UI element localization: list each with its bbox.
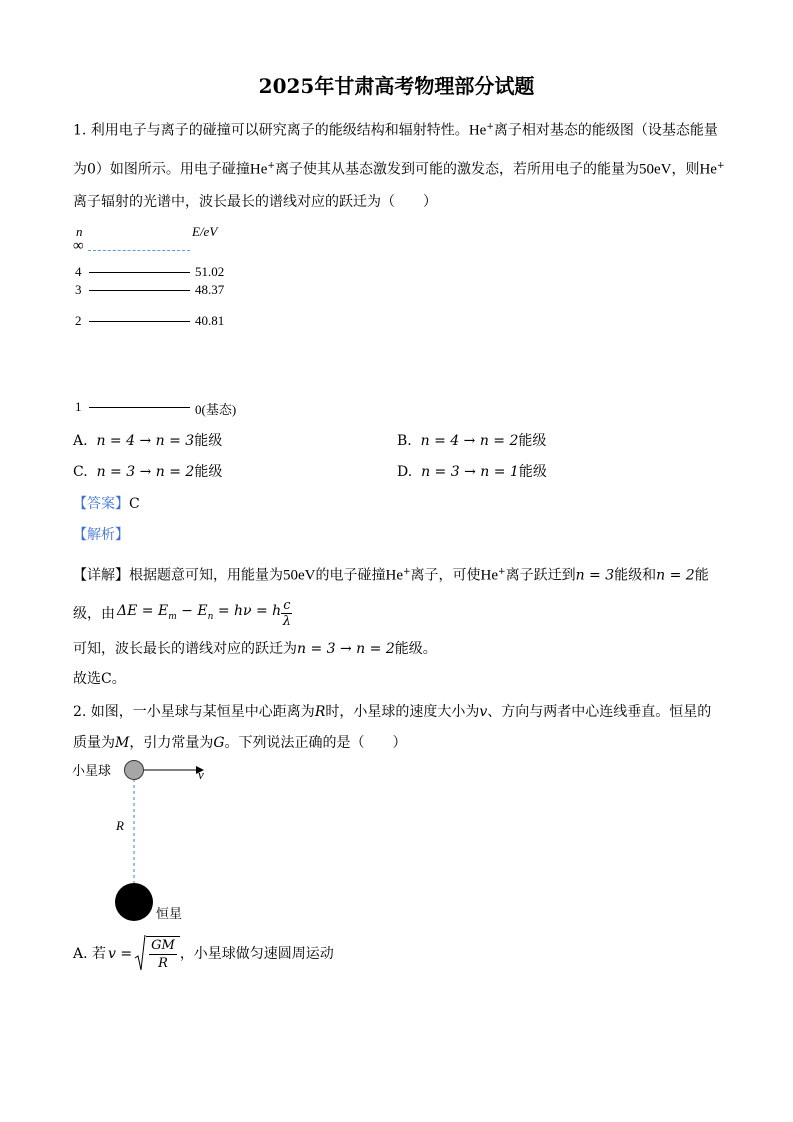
q1-line2: 为0）如图所示。用电子碰撞He+离子使其从基态激发到可能的激发态，若所用电子的能量为50eV，则He+ [73,161,725,178]
level-n4-energy: 51.02 [195,264,225,279]
level-n3-line [89,290,190,291]
detail-line2: 级，由 $\Delta E = E_m - E_n = h\nu = h$ $\frac{c}{\lambda}$ [73,598,291,629]
small-star-label: 小星球 [72,764,112,779]
inf-label: ∞ [73,238,84,254]
star-circle [115,883,153,921]
q2-line2: 质量为M，引力常量为G。下列说法正确的是（ ） [73,735,407,751]
level-n3-energy: 48.37 [195,282,225,297]
option-c[interactable]: C. n = 3 → n = 2能级 [73,464,223,480]
q2-option-a[interactable]: A. 若 v = GM R ，小星球做匀速圆周运动 [73,934,334,974]
e-header: E/eV [192,224,218,239]
level-n3-label: 3 [75,282,82,297]
small-star-circle [125,761,144,780]
level-n2-label: 2 [75,313,82,328]
option-b[interactable]: B. n = 4 → n = 2能级 [397,433,547,449]
level-n4-label: 4 [75,264,82,279]
star-label: 恒星 [156,907,183,922]
sqrt-sign-icon [134,934,146,974]
radius-label: R [116,818,124,833]
level-n2-line [89,321,190,322]
q1-line1: 1. 利用电子与离子的碰撞可以研究离子的能级结构和辐射特性。He+离子相对基态的能级图（设基态能量 [73,122,718,139]
page-title: 2025年甘肃高考物理部分试题 [258,74,535,98]
fraction-c-lambda: $\frac{c}{\lambda}$ [282,598,291,629]
option-d[interactable]: D. n = 3 → n = 1能级 [397,464,547,480]
analysis-tag: 【解析】 [73,527,129,543]
level-n1-label: 1 [75,399,82,414]
velocity-label: v [198,767,204,782]
detail-line1: 【详解】根据题意可知，用能量为50eV的电子碰撞He+离子，可使He+离子跃迁到n = 3能级和n = 2能 [73,567,709,584]
n-header: n [76,224,83,239]
level-n2-energy: 40.81 [195,313,225,328]
level-n1-line [89,407,190,408]
formula: $\Delta E = E_m - E_n = h\nu = h$ [117,602,282,622]
answer-line: 【答案】C [73,496,140,512]
option-a[interactable]: A. n = 4 → n = 3能级 [73,433,223,449]
level-n1-energy: 0(基态) [195,402,237,417]
sqrt-expression: GM R [134,934,180,974]
detail-line3: 可知，波长最长的谱线对应的跃迁为n = 3 → n = 2能级。 [73,641,437,657]
q1-line3: 离子辐射的光谱中，波长最长的谱线对应的跃迁为（ ） [73,194,437,210]
level-n4-line [89,272,190,273]
detail-line4: 故选C。 [73,671,126,687]
level-inf-line [88,250,190,251]
q2-line1: 2. 如图，一小星球与某恒星中心距离为R时，小星球的速度大小为v、方向与两者中心连线垂直。恒星的 [73,704,712,720]
